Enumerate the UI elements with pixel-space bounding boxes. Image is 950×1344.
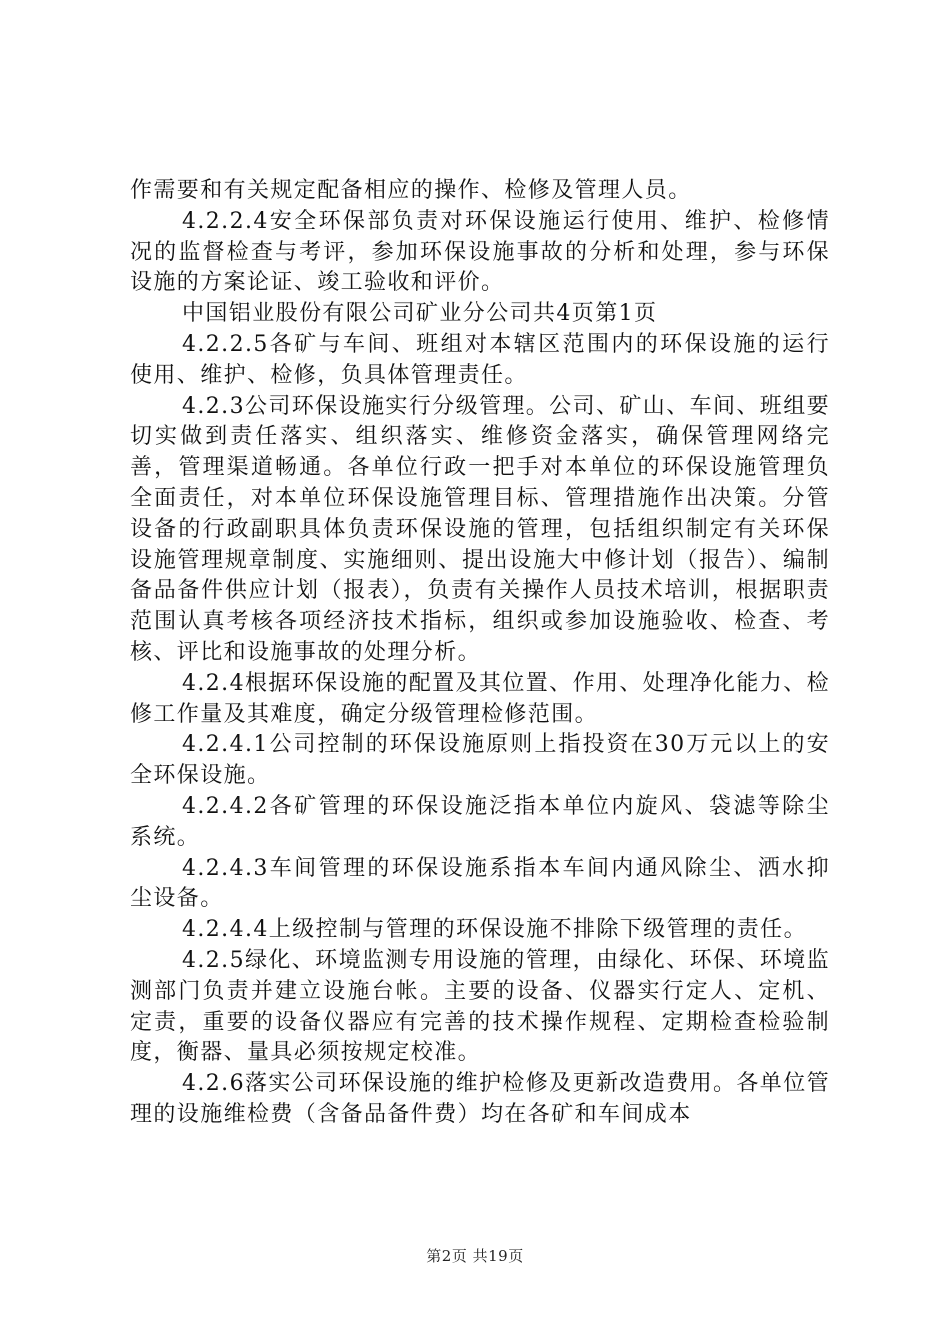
paragraph-11: 4.2.5绿化、环境监测专用设施的管理，由绿化、环保、环境监测部门负责并建立设施台帐。主要的设备、仪器实行定人、定机、定责，重要的设备仪器应有完善的技术操作规程、定期检查检验制度，衡器、量具必须按规定校准。 bbox=[130, 947, 830, 1066]
document-body bbox=[130, 176, 830, 1131]
paragraph-10: 4.2.4.4上级控制与管理的环保设施不排除下级管理的责任。 bbox=[182, 917, 807, 943]
page-number-footer: 第2页 共19页 bbox=[426, 1247, 524, 1265]
paragraph-12: 4.2.6落实公司环保设施的维护检修及更新改造费用。各单位管理的设施维检费（含备品备件费）均在各矿和车间成本 bbox=[130, 1071, 830, 1127]
paragraph-3: 中国铝业股份有限公司矿业分公司共4页第1页 bbox=[182, 301, 658, 327]
paragraph-4: 4.2.2.5各矿与车间、班组对本辖区范围内的环保设施的运行使用、维护、检修，负具体管理责任。 bbox=[130, 331, 830, 388]
paragraph-7: 4.2.4.1公司控制的环保设施原则上指投资在30万元以上的安全环保设施。 bbox=[130, 732, 830, 789]
paragraph-6: 4.2.4根据环保设施的配置及其位置、作用、处理净化能力、检修工作量及其难度，确定分级管理检修范围。 bbox=[130, 670, 830, 727]
paragraph-9: 4.2.4.3车间管理的环保设施系指本车间内通风除尘、洒水抑尘设备。 bbox=[130, 855, 830, 912]
paragraph-8: 4.2.4.2各矿管理的环保设施泛指本单位内旋风、袋滤等除尘系统。 bbox=[130, 793, 830, 850]
paragraph-2: 4.2.2.4安全环保部负责对环保设施运行使用、维护、检修情况的监督检查与考评，参加环保设施事故的分析和处理，参与环保设施的方案论证、竣工验收和评价。 bbox=[130, 208, 830, 296]
paragraph-5: 4.2.3公司环保设施实行分级管理。公司、矿山、车间、班组要切实做到责任落实、组织落实、维修资金落实，确保管理网络完善，管理渠道畅通。各单位行政一把手对本单位的环保设施管理负全面责任，对本单位环保设施管理目标、管理措施作出决策。分管设备的行政副职具体负责环保设施的管理，包括组织制定有关环保设施管理规章制度、实施细则、提出设施大中修计划（报告）、编制备品备件供应计划（报表），负责有关操作人员技术培训，根据职责范围认真考核各项经济技术指标，组织或参加设施验收、检查、考核、评比和设施事故的处理分析。 bbox=[130, 393, 830, 665]
paragraph-1: 作需要和有关规定配备相应的操作、检修及管理人员。 bbox=[130, 178, 692, 203]
